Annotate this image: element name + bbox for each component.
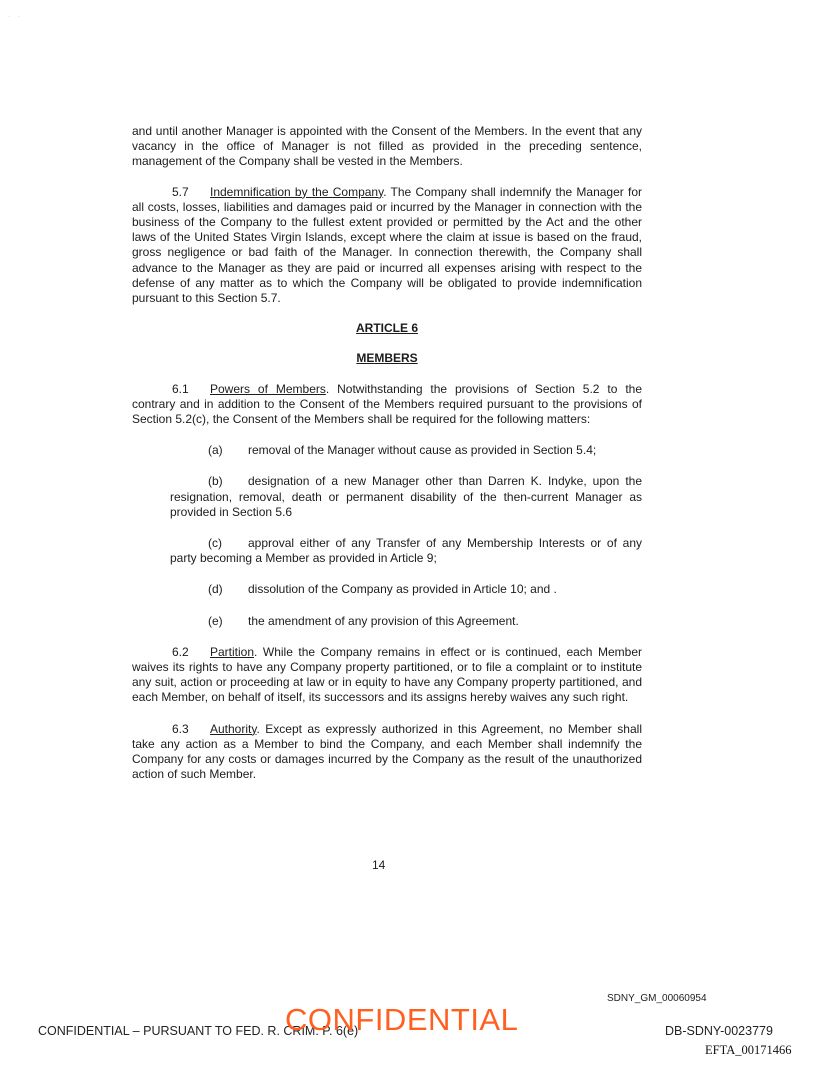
section-number: 5.7	[172, 184, 189, 199]
article-heading: ARTICLE 6	[355, 321, 418, 336]
section-6-3	[132, 722, 642, 783]
list-item-e	[208, 614, 642, 629]
document-body	[132, 124, 642, 783]
bates-number-top: SDNY_GM_00060954	[607, 993, 707, 1004]
section-5-7	[132, 185, 642, 307]
paragraph-continuation: and until another Manager is appointed with the Consent of the Members. In the event that any vacancy in the office of Manager is not filled as provided in the preceding sentence, management of the Company shall be vested in the Members.	[132, 124, 642, 169]
section-title: Indemnification by the Company	[210, 184, 384, 199]
list-item-label: (c)	[208, 536, 222, 551]
bates-number-footer: DB-SDNY-0023779	[665, 1024, 773, 1038]
list-item-text: designation of a new Manager other than Darren K. Indyke, upon the resignation, removal, death or permanent disability of the then-current Manager as provided in Section 5.6	[170, 474, 642, 519]
section-number: 6.3	[172, 721, 189, 736]
section-title: Partition	[210, 644, 255, 659]
section-number: 6.1	[172, 381, 189, 396]
section-text: . Except as expressly authorized in this Agreement, no Member shall take any action as a Member to bind the Company, and each Member shall indemnify the Company for any costs or damages incurred by the Company as the result of the unauthorized action of such Member.	[132, 721, 642, 782]
section-6-2	[132, 645, 642, 706]
list-item-d	[208, 582, 642, 597]
list-item-label: (d)	[208, 582, 223, 597]
list-item-text: removal of the Manager without cause as provided in Section 5.4;	[248, 443, 597, 458]
section-title: Authority	[210, 721, 257, 736]
list-item-c	[170, 536, 642, 566]
section-text: . The Company shall indemnify the Manager for all costs, losses, liabilities and damages paid or incurred by the Manager in connection with the business of the Company to the fullest extent provided or permitted by the Act and the other laws of the United States Virgin Islands, except where the claim at issue is based on the fraud, gross negligence or bad faith of the Manager. In connection therewith, the Company shall advance to the Manager as they are paid or incurred all expenses arising with respect to the defense of any matter as to which the Company will be obligated to provide indemnification pursuant to this Section 5.7.	[132, 184, 642, 306]
scan-corner-mark: . .	[8, 12, 23, 19]
list-item-a	[208, 443, 642, 458]
list-item-text: the amendment of any provision of this Agreement.	[248, 613, 519, 628]
section-text: . Notwithstanding the provisions of Section 5.2 to the contrary and in addition to the Consent of the Members required pursuant to the provisions of Section 5.2(c), the Consent of the Members shall be required for the following matters:	[132, 381, 642, 427]
list-item-text: approval either of any Transfer of any Membership Interests or of any party becoming a Member as provided in Article 9;	[170, 536, 642, 566]
efta-number: EFTA_00171466	[705, 1043, 792, 1057]
confidential-footer-notice: CONFIDENTIAL – PURSUANT TO FED. R. CRIM. P. 6(e)	[38, 1024, 359, 1038]
list-item-label: (b)	[208, 474, 223, 489]
section-number: 6.2	[172, 644, 189, 659]
members-heading: MEMBERS	[356, 351, 418, 366]
confidential-stamp: CONFIDENTIAL	[285, 1002, 519, 1037]
list-item-label: (e)	[208, 613, 223, 628]
list-item-label: (a)	[208, 443, 223, 458]
page-number: 14	[372, 858, 386, 872]
section-text: . While the Company remains in effect or is continued, each Member waives its rights to have any Company property partitioned, or to file a complaint or to institute any suit, action or proceeding at law or in equity to have any Company property partitioned, and each Member, on behalf of itself, its successors and its assigns hereby waives any such right.	[132, 644, 642, 705]
section-6-1	[132, 382, 642, 428]
list-item-text: dissolution of the Company as provided in Article 10; and .	[248, 582, 557, 597]
section-title: Powers of Members	[210, 381, 326, 396]
list-item-b	[170, 474, 642, 520]
